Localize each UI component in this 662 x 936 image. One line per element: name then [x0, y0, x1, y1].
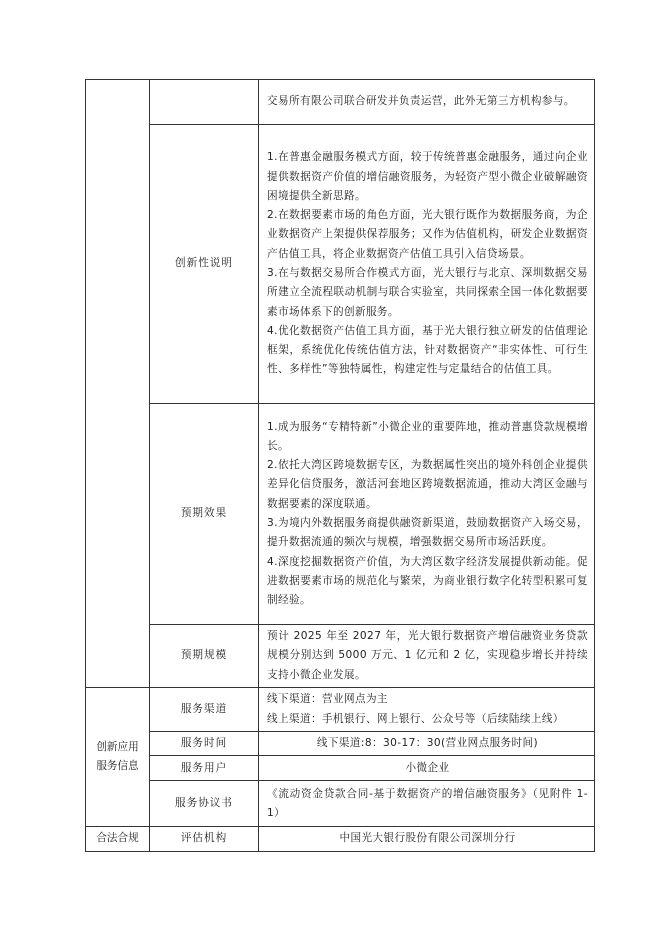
continuation-paragraph: 交易所有限公司联合研发并负责运营，此外无第三方机构参与。 — [267, 95, 575, 108]
service-info-group-cell — [86, 688, 150, 827]
channel-offline: 线下渠道：营业网点为主 — [267, 693, 388, 706]
time-value: 线下渠道:8：30-17：30(营业网点服务时间) — [316, 737, 539, 749]
row-time — [86, 732, 595, 756]
evaluator-content — [259, 827, 595, 851]
label-cell-empty — [150, 80, 259, 125]
effect-point: 2.依托大湾区跨境数据专区，为数据属性突出的境外科创企业提供差异化信贷服务，激活河套地区跨境数据流通，推动大湾区金融与数据要素的深度联通。 — [267, 459, 588, 510]
scale-content — [259, 625, 595, 688]
scale-label: 预期规模 — [180, 649, 228, 662]
innovation-point: 4.优化数据资产估值工具方面，基于光大银行独立研发的估值理论框架，系统优化传统估值方法，针对数据资产“非实体性、可行生性、多样性”等独特属性，构建定性与定量结合的估值工具。 — [267, 324, 588, 376]
scale-paragraph: 预计 2025 年至 2027 年，光大银行数据资产增信融资业务贷款规模分别达到 5000 万元、1 亿元和 2 亿，实现稳步增长并持续支持小微企业发展。 — [267, 630, 588, 681]
effect-label-cell — [150, 404, 259, 625]
row-channel — [86, 688, 595, 732]
agreement-value: 《流动资金贷款合同-基于数据资产的增信融资服务》（见附件 1-1） — [267, 787, 588, 819]
innovation-label: 创新性说明 — [175, 257, 233, 270]
channel-label-cell — [150, 688, 259, 732]
row-user — [86, 756, 595, 781]
time-label: 服务时间 — [180, 737, 228, 749]
evaluator-label-cell — [150, 827, 259, 851]
service-info-label-line2: 服务信息 — [96, 760, 139, 773]
innovation-label-cell — [150, 125, 259, 404]
channel-content — [259, 688, 595, 732]
channel-label: 服务渠道 — [180, 702, 228, 715]
user-label-cell — [150, 756, 259, 781]
user-value: 小微企业 — [405, 761, 450, 774]
application-table — [85, 79, 595, 852]
continuation-text — [259, 80, 595, 125]
effect-label: 预期效果 — [180, 507, 228, 520]
group-cell-empty — [86, 80, 150, 688]
innovation-point: 2.在数据要素市场的角色方面，光大银行既作为数据服务商，为企业数据资产上架提供保荐服务；又作为估值机构，研发企业数据资产估值工具，将企业数据资产估值工具引入信贷场景。 — [267, 209, 588, 260]
innovation-content — [259, 125, 595, 404]
channel-online: 线上渠道：手机银行、网上银行、公众号等（后续陆续上线） — [267, 712, 564, 725]
compliance-group-cell — [86, 827, 150, 851]
effect-point: 3.为境内外数据服务商提供融资新渠道，鼓励数据资产入场交易，提升数据流通的频次与规模，增强数据交易所市场活跃度。 — [267, 517, 588, 549]
evaluator-value: 中国光大银行股份有限公司深圳分行 — [339, 832, 516, 845]
evaluator-label: 评估机构 — [180, 832, 228, 845]
row-continuation — [86, 80, 595, 125]
agreement-content — [259, 781, 595, 827]
compliance-group-label: 合法合规 — [96, 832, 139, 845]
service-info-label-line1: 创新应用 — [96, 740, 139, 753]
user-label: 服务用户 — [180, 761, 228, 774]
time-label-cell — [150, 732, 259, 756]
effect-point: 4.深度挖掘数据资产价值，为大湾区数字经济发展提供新动能。促进数据要素市场的规范化与繁荣，为商业银行数字化转型积累可复制经验。 — [267, 555, 588, 607]
time-content — [259, 732, 595, 756]
row-compliance — [86, 827, 595, 851]
row-effect — [86, 404, 595, 625]
user-content — [259, 756, 595, 781]
row-innovation — [86, 125, 595, 404]
row-agreement — [86, 781, 595, 827]
innovation-point: 1.在普惠金融服务模式方面，较于传统普惠金融服务，通过向企业提供数据资产价值的增信融资服务，为轻资产型小微企业破解融资困境提供全新思路。 — [267, 151, 588, 202]
agreement-label-cell — [150, 781, 259, 827]
row-scale — [86, 625, 595, 688]
scale-label-cell — [150, 625, 259, 688]
effect-point: 1.成为服务“专精特新”小微企业的重要阵地，推动普惠贷款规模增长。 — [267, 420, 588, 452]
effect-content — [259, 404, 595, 625]
agreement-label: 服务协议书 — [175, 797, 233, 810]
innovation-point: 3.在与数据交易所合作模式方面，光大银行与北京、深圳数据交易所建立全流程联动机制与联合实验室，共同探索全国一体化数据要素市场体系下的创新服务。 — [267, 267, 588, 318]
